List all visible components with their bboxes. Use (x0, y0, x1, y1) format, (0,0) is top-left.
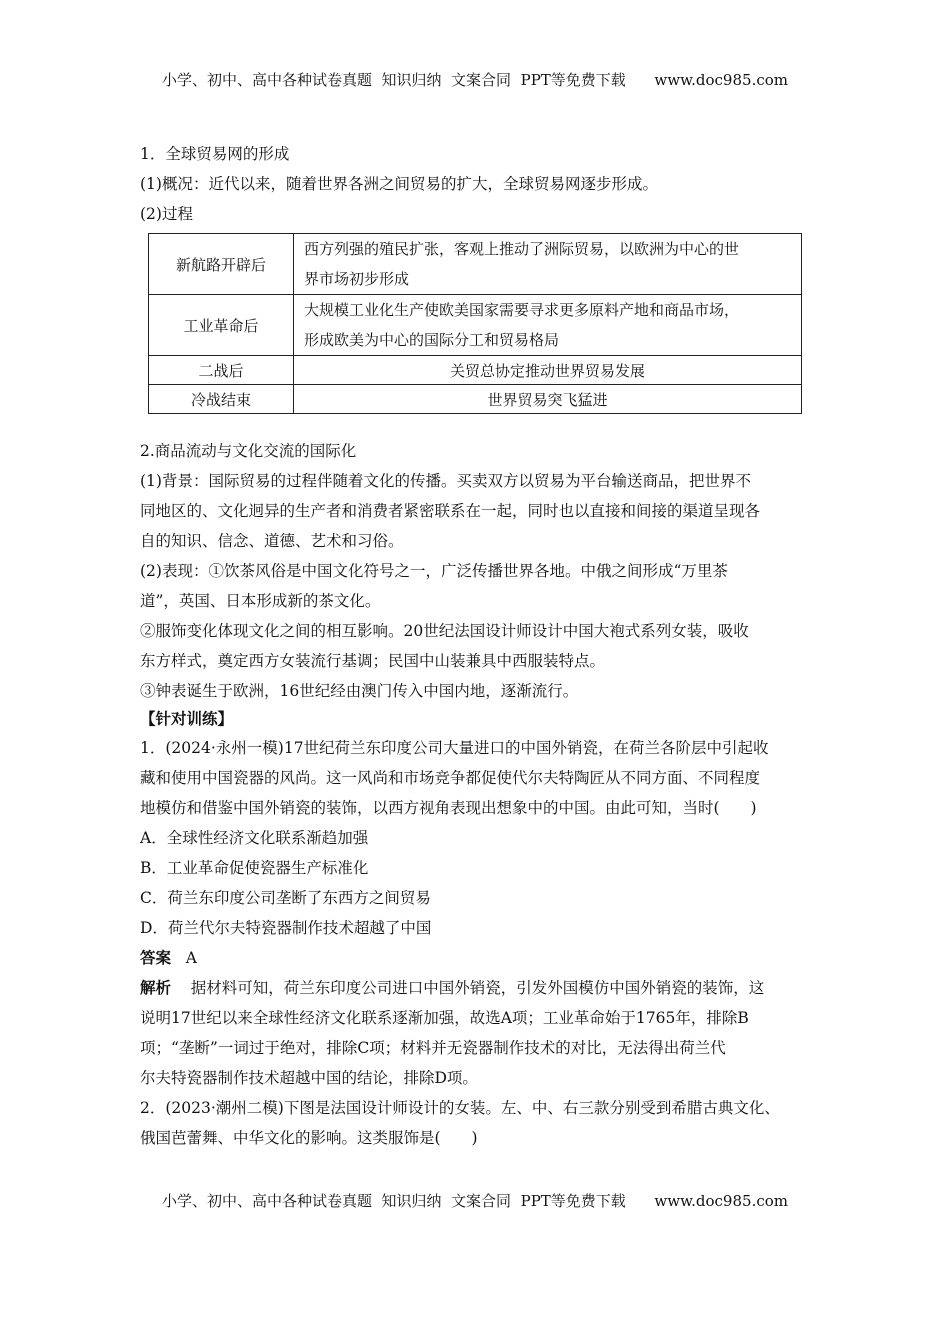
section2-performance: (2)表现：①饮茶风俗是中国文化符号之一，广泛传播世界各地。中俄之间形成“万里茶 道”，英国、日本形成新的茶文化。 ②服饰变化体现文化之间的相互影响。20世纪法国设计师设计中国大袍式系列女装，吸收 东方样式，奠定西方女装流行基调；民国中山装兼具中西服装特点。 ③钟表诞生于欧洲，16世纪经由澳门传入中国内地，逐渐流行。 (140, 562, 749, 700)
table-row (149, 234, 802, 295)
question-2-stem: 2．(2023·潮州二模)下图是法国设计师设计的女装。左、中、右三款分别受到希腊古典文化、 俄国芭蕾舞、中华文化的影响。这类服饰是( ) (140, 1099, 780, 1147)
question-1-analysis: 解析 据材料可知，荷兰东印度公司进口中国外销瓷，引发外国模仿中国外销瓷的装饰，这 说明17世纪以来全球性经济文化联系逐渐加强，故选A项；工业革命始于1765年，排除B 项；“垄断”一词过于绝对，排除C项；材料并无瓷器制作技术的对比，无法得出荷兰代 尔夫特瓷器制作技术超越中国的结论，排除D项。 (140, 978, 765, 1087)
section1-overview: (1)概况：近代以来，随着世界各洲之间贸易的扩大，全球贸易网逐步形成。 (140, 175, 658, 193)
table-row (149, 385, 802, 414)
table-detail: 世界贸易突飞猛进 (294, 385, 802, 414)
table-detail: 西方列强的殖民扩张，客观上推动了洲际贸易，以欧洲为中心的世 界市场初步形成 (294, 234, 802, 295)
table-row (149, 295, 802, 356)
section2-title: 2.商品流动与文化交流的国际化 (140, 442, 357, 460)
option-c: C．荷兰东印度公司垄断了东西方之间贸易 (140, 889, 431, 907)
section1-process-label: (2)过程 (140, 205, 193, 223)
question-1-answer: 答案 A (140, 948, 197, 967)
section1-title: 1．全球贸易网的形成 (140, 145, 290, 163)
table-stage: 二战后 (149, 356, 294, 385)
process-table (148, 233, 802, 414)
option-d: D．荷兰代尔夫特瓷器制作技术超越了中国 (140, 919, 432, 937)
page-footer: 小学、初中、高中各种试卷真题 知识归纳 文案合同 PPT等免费下载 www.doc985.com (161, 1192, 788, 1210)
question-1-options (140, 823, 820, 943)
table-detail: 关贸总协定推动世界贸易发展 (294, 356, 802, 385)
table-stage: 冷战结束 (149, 385, 294, 414)
practice-heading: 【针对训练】 (140, 709, 234, 728)
table-stage: 工业革命后 (149, 295, 294, 356)
table-detail: 大规模工业化生产使欧美国家需要寻求更多原料产地和商品市场， 形成欧美为中心的国际分工和贸易格局 (294, 295, 802, 356)
question-1-stem: 1．(2024·永州一模)17世纪荷兰东印度公司大量进口的中国外销瓷，在荷兰各阶层中引起收 藏和使用中国瓷器的风尚。这一风尚和市场竞争都促使代尔夫特陶匠从不同方面、不同程度 地模仿和借鉴中国外销瓷的装饰，以西方视角表现出想象中的中国。由此可知，当时( ) (140, 739, 769, 817)
table-row (149, 356, 802, 385)
section2-background: (1)背景：国际贸易的过程伴随着文化的传播。买卖双方以贸易为平台输送商品，把世界不 同地区的、文化迥异的生产者和消费者紧密联系在一起，同时也以直接和间接的渠道呈现各 自的知识、信念、道德、艺术和习俗。 (140, 472, 761, 550)
option-a: A．全球性经济文化联系渐趋加强 (140, 829, 369, 847)
table-stage: 新航路开辟后 (149, 234, 294, 295)
page-header: 小学、初中、高中各种试卷真题 知识归纳 文案合同 PPT等免费下载 www.doc985.com (161, 71, 788, 89)
option-b: B．工业革命促使瓷器生产标准化 (140, 859, 369, 877)
